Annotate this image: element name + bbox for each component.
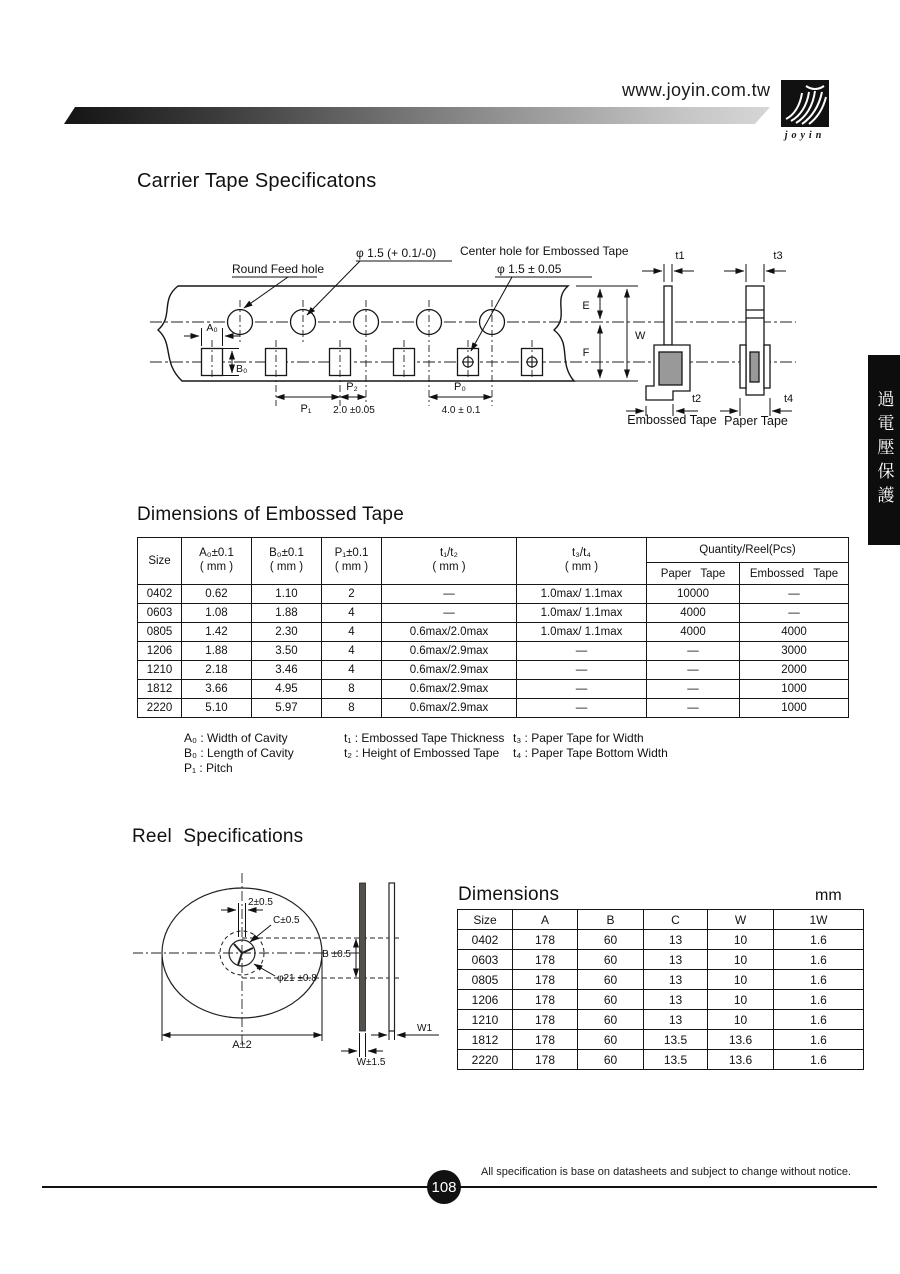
- cell: —: [647, 661, 740, 680]
- dim-e-label: E: [582, 300, 590, 312]
- page-number-badge: 108: [427, 1170, 461, 1204]
- table-row: [458, 1030, 864, 1050]
- cell: 1.0max/ 1.1max: [517, 604, 647, 623]
- cell: —: [517, 699, 647, 718]
- table-notes-col2: t₁ : Embossed Tape Thickness t₂ : Height of Embossed Tape: [344, 731, 505, 760]
- cell: 178: [513, 930, 578, 950]
- cell: 0.6max/2.9max: [382, 699, 517, 718]
- cell: 10: [708, 990, 774, 1010]
- table-row: [138, 604, 849, 623]
- dim-p0-value: 4.0 ± 0.1: [441, 405, 481, 416]
- cell: 13.6: [708, 1030, 774, 1050]
- cell: —: [517, 680, 647, 699]
- col-header-size: Size: [138, 538, 182, 585]
- reel-dim-top: 2±0.5: [248, 897, 273, 908]
- cell: 2.18: [182, 661, 252, 680]
- dim-b0-label: B₀: [236, 363, 248, 375]
- cell: —: [740, 604, 849, 623]
- cell: 8: [322, 699, 382, 718]
- cell: 1812: [138, 680, 182, 699]
- cell: 178: [513, 990, 578, 1010]
- cell: 10000: [647, 585, 740, 604]
- cell: 4000: [647, 623, 740, 642]
- col-header-quantity: Quantity/Reel(Pcs): [647, 538, 849, 563]
- table-header-row: [458, 910, 864, 930]
- cell: 1.6: [774, 1030, 864, 1050]
- cell: —: [647, 699, 740, 718]
- dim-f-label: F: [582, 347, 590, 359]
- cell: 1.88: [182, 642, 252, 661]
- dim-p0-label: P₀: [454, 381, 466, 393]
- round-feed-hole-label: Round Feed hole: [232, 262, 325, 276]
- cell: 1000: [740, 680, 849, 699]
- cell: 0.6max/2.9max: [382, 661, 517, 680]
- dim-p1-label: P₁: [300, 403, 312, 415]
- cell: 13.5: [644, 1030, 708, 1050]
- table-row: [138, 642, 849, 661]
- table-notes-col3: t₃ : Paper Tape for Width t₄ : Paper Tape Bottom Width: [513, 731, 668, 760]
- carrier-tape-diagram: [140, 240, 852, 440]
- cell: 4: [322, 623, 382, 642]
- cell: 0.6max/2.0max: [382, 623, 517, 642]
- cell: 0805: [458, 970, 513, 990]
- side-tab-overvoltage: 過電壓保護: [868, 355, 900, 545]
- cell: 60: [578, 930, 644, 950]
- reel-side-view: [360, 883, 395, 1031]
- cell: 1.88: [252, 604, 322, 623]
- reel-dim-c: C±0.5: [273, 915, 300, 926]
- dim-p2-value: 2.0 ±0.05: [333, 405, 375, 416]
- cell: 178: [513, 970, 578, 990]
- cell: 2.30: [252, 623, 322, 642]
- cell: 13: [644, 930, 708, 950]
- cell: 4000: [647, 604, 740, 623]
- cell: 13: [644, 990, 708, 1010]
- table-row: [138, 623, 849, 642]
- cell: —: [382, 585, 517, 604]
- col-header-t1t2: t₁/t₂ ( mm ): [382, 538, 517, 585]
- reel-dim-w1: W1: [417, 1023, 432, 1034]
- cell: 3.46: [252, 661, 322, 680]
- table-row: [458, 970, 864, 990]
- cell: 4.95: [252, 680, 322, 699]
- cell: 60: [578, 1010, 644, 1030]
- cell: 1000: [740, 699, 849, 718]
- cell: 1.6: [774, 1050, 864, 1070]
- cell: 0603: [138, 604, 182, 623]
- cell: 2: [322, 585, 382, 604]
- cell: 60: [578, 1030, 644, 1050]
- cell: 2000: [740, 661, 849, 680]
- cell: 0.6max/2.9max: [382, 680, 517, 699]
- cell: 4: [322, 604, 382, 623]
- cell: 13: [644, 950, 708, 970]
- cell: 0402: [458, 930, 513, 950]
- dim-t4-label: t4: [784, 393, 794, 405]
- table-notes-col1: A₀ : Width of Cavity B₀ : Length of Cavity P₁ : Pitch: [184, 731, 294, 775]
- dim-t3-label: t3: [773, 250, 783, 262]
- col-header: A: [513, 910, 578, 930]
- cell: —: [740, 585, 849, 604]
- table-row: [138, 680, 849, 699]
- embossed-tape-table: [137, 537, 849, 718]
- cell: 178: [513, 950, 578, 970]
- cell: 5.97: [252, 699, 322, 718]
- cell: 3.50: [252, 642, 322, 661]
- cell: 3000: [740, 642, 849, 661]
- reel-dim-a: A±2: [232, 1039, 252, 1051]
- col-header: B: [578, 910, 644, 930]
- cell: 4: [322, 642, 382, 661]
- cell: 1206: [458, 990, 513, 1010]
- logo-text: joyin: [784, 130, 826, 141]
- embossed-tape-section: [646, 286, 690, 400]
- reel-table-title: Dimensions: [458, 884, 560, 905]
- cell: 5.10: [182, 699, 252, 718]
- cell: 8: [322, 680, 382, 699]
- cell: 4000: [740, 623, 849, 642]
- cell: 10: [708, 1010, 774, 1030]
- cell: 1.0max/ 1.1max: [517, 623, 647, 642]
- center-hole-label: Center hole for Embossed Tape: [460, 244, 629, 258]
- dim-t1-label: t1: [675, 250, 685, 262]
- cell: —: [382, 604, 517, 623]
- cell: 13: [644, 1010, 708, 1030]
- cell: 1.6: [774, 950, 864, 970]
- footer-disclaimer: All specification is base on datasheets and subject to change without notice.: [481, 1166, 851, 1178]
- cell: —: [517, 642, 647, 661]
- col-header-a0: A₀±0.1 ( mm ): [182, 538, 252, 585]
- paper-tape-section: [740, 286, 770, 395]
- col-header: C: [644, 910, 708, 930]
- table-header-row: [138, 538, 849, 563]
- table-row: [458, 930, 864, 950]
- cell: 0.62: [182, 585, 252, 604]
- carrier-tape-title: Carrier Tape Specificatons: [137, 170, 377, 192]
- cell: 60: [578, 990, 644, 1010]
- reel-table-unit: mm: [815, 887, 842, 904]
- cell: 178: [513, 1050, 578, 1070]
- embossed-table-title: Dimensions of Embossed Tape: [137, 504, 404, 525]
- col-header-p1: P₁±0.1 ( mm ): [322, 538, 382, 585]
- cell: 1.6: [774, 990, 864, 1010]
- cell: 1.42: [182, 623, 252, 642]
- col-header: 1W: [774, 910, 864, 930]
- cell: 2220: [138, 699, 182, 718]
- header-gradient-bar: [64, 107, 770, 124]
- cell: 0805: [138, 623, 182, 642]
- cell: —: [517, 661, 647, 680]
- cell: 10: [708, 950, 774, 970]
- cell: 1.6: [774, 1010, 864, 1030]
- cell: 1.08: [182, 604, 252, 623]
- cell: 10: [708, 970, 774, 990]
- cell: 3.66: [182, 680, 252, 699]
- col-header: Size: [458, 910, 513, 930]
- reel-dim-hub: φ21 ±0.8: [277, 973, 317, 984]
- reel-dim-b: B ±0.5: [322, 949, 351, 960]
- cell: 1210: [458, 1010, 513, 1030]
- cell: —: [647, 642, 740, 661]
- cell: —: [647, 680, 740, 699]
- cell: 1.10: [252, 585, 322, 604]
- embossed-tape-label: Embossed Tape: [627, 413, 717, 427]
- dim-w-label: W: [635, 330, 646, 342]
- table-row: [138, 661, 849, 680]
- website-url: www.joyin.com.tw: [622, 80, 771, 100]
- col-header-embossed-tape: Embossed Tape: [740, 563, 849, 585]
- cell: 60: [578, 970, 644, 990]
- cell: 4: [322, 661, 382, 680]
- cell: 178: [513, 1010, 578, 1030]
- cell: 1.0max/ 1.1max: [517, 585, 647, 604]
- center-hole-dia-label: φ 1.5 ± 0.05: [497, 262, 562, 276]
- cell: 13.6: [708, 1050, 774, 1070]
- cell: 1210: [138, 661, 182, 680]
- dim-p2-label: P₂: [346, 381, 358, 393]
- table-row: [138, 585, 849, 604]
- cell: 10: [708, 930, 774, 950]
- col-header-t3t4: t₃/t₄ ( mm ): [517, 538, 647, 585]
- col-header-paper-tape: Paper Tape: [647, 563, 740, 585]
- cell: 13.5: [644, 1050, 708, 1070]
- table-row: [458, 1050, 864, 1070]
- cell: 0603: [458, 950, 513, 970]
- reel-diagram: [125, 865, 455, 1095]
- reel-spec-title: Reel Specifications: [132, 826, 304, 847]
- paper-tape-label: Paper Tape: [724, 414, 788, 428]
- cell: 1.6: [774, 930, 864, 950]
- feed-hole-dia-label: φ 1.5 (+ 0.1/-0): [356, 246, 437, 260]
- table-row: [138, 699, 849, 718]
- cell: 13: [644, 970, 708, 990]
- table-row: [458, 950, 864, 970]
- cell: 1812: [458, 1030, 513, 1050]
- joyin-logo-icon: [781, 80, 829, 127]
- cell: 0402: [138, 585, 182, 604]
- reel-dimensions-table: [457, 909, 864, 1070]
- cell: 1206: [138, 642, 182, 661]
- cell: 178: [513, 1030, 578, 1050]
- table-row: [458, 990, 864, 1010]
- dim-a0-label: A₀: [206, 322, 218, 334]
- col-header-b0: B₀±0.1 ( mm ): [252, 538, 322, 585]
- cell: 1.6: [774, 970, 864, 990]
- reel-dim-w: W±1.5: [356, 1057, 386, 1068]
- dim-t2-label: t2: [692, 393, 702, 405]
- cell: 2220: [458, 1050, 513, 1070]
- col-header: W: [708, 910, 774, 930]
- cell: 60: [578, 950, 644, 970]
- cell: 60: [578, 1050, 644, 1070]
- cell: 0.6max/2.9max: [382, 642, 517, 661]
- table-row: [458, 1010, 864, 1030]
